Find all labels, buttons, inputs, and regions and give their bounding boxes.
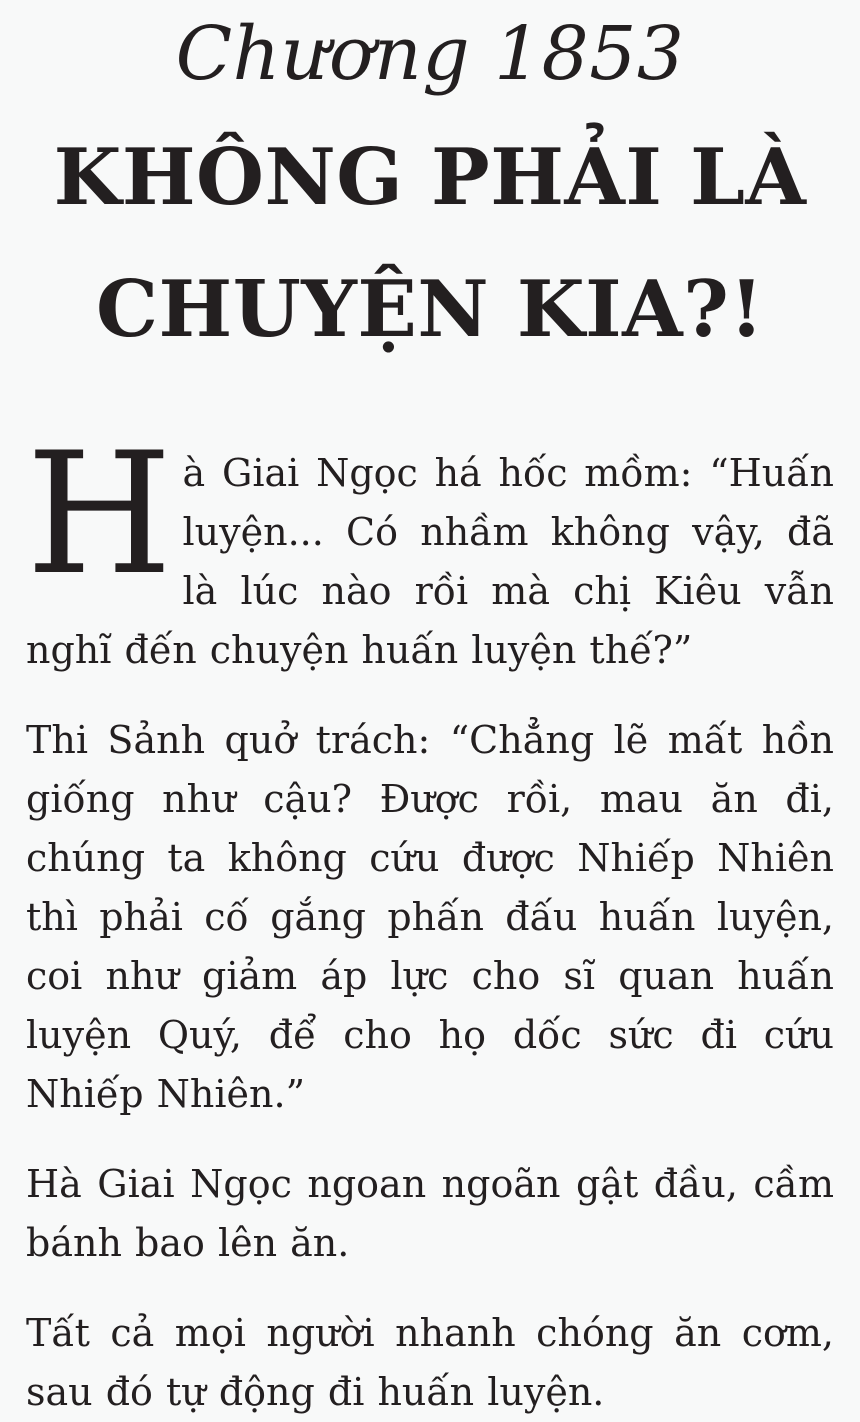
paragraph-1-text: à Giai Ngọc há hốc mồm: “Huấn luyện... Có nhầm không vậy, đã là lúc nào rồi mà chị Kiêu vẫn nghĩ đến chuyện huấn luyện thế?”	[26, 451, 834, 672]
drop-cap: H	[26, 416, 173, 612]
chapter-title-line-2: CHUYỆN KIA?!	[95, 264, 765, 355]
paragraph-1	[26, 416, 834, 680]
chapter-number: Chương 1853	[175, 11, 685, 97]
chapter-body	[26, 416, 834, 1422]
paragraph-4: Tất cả mọi người nhanh chóng ăn cơm, sau đó tự động đi huấn luyện.	[26, 1311, 834, 1414]
chapter-title-line-1: KHÔNG PHẢI LÀ	[53, 132, 807, 223]
chapter-title	[26, 112, 834, 376]
paragraph-2: Thi Sảnh quở trách: “Chẳng lẽ mất hồn giống như cậu? Được rồi, mau ăn đi, chúng ta không cứu được Nhiếp Nhiên thì phải cố gắng phấn đấu huấn luyện, coi như giảm áp lực cho sĩ quan huấn luyện Quý, để cho họ dốc sức đi cứu Nhiếp Nhiên.”	[26, 718, 834, 1116]
paragraph-3: Hà Giai Ngọc ngoan ngoãn gật đầu, cầm bánh bao lên ăn.	[26, 1162, 834, 1265]
